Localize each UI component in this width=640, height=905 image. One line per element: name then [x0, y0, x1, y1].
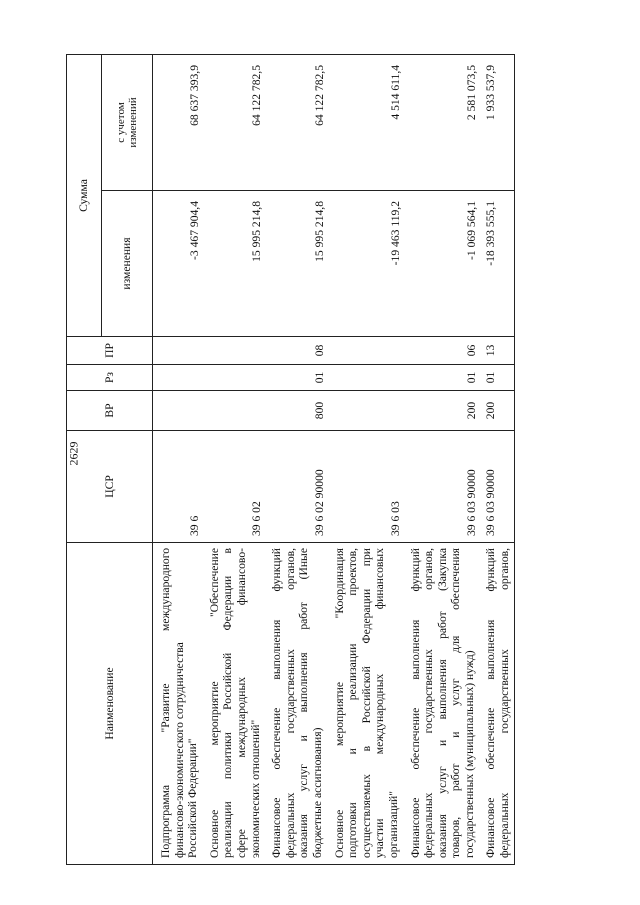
- row-total: 64 122 782,5: [202, 54, 264, 190]
- row-name-line: оказания услуг и выполнения работ (Закупка: [435, 548, 449, 858]
- row-vr: 200: [478, 391, 514, 431]
- row-vr: [202, 391, 264, 431]
- row-name-line: федеральных государственных органов,: [283, 548, 297, 858]
- rotated-table-container: [66, 55, 550, 865]
- row-name-line: бюджетные ассигнования): [310, 727, 324, 858]
- header-rz: Рз: [67, 365, 153, 391]
- row-name-line: Подпрограмма "Развитие международного: [159, 548, 172, 858]
- row-name: [403, 543, 479, 865]
- row-name-line: реализации политики Российской Федерации в: [221, 548, 235, 858]
- row-name-line: участии международных финансовых: [373, 548, 387, 858]
- row-pr: [153, 337, 202, 365]
- header-with-changes: [102, 54, 153, 190]
- header-changes: изменения: [102, 191, 153, 337]
- row-csr: 39 6 02 90000: [264, 431, 326, 543]
- header-sum: Сумма: [67, 54, 102, 336]
- header-vr: ВР: [67, 391, 153, 431]
- row-change: -19 463 119,2: [327, 191, 403, 337]
- row-change: 15 995 214,8: [202, 191, 264, 337]
- row-name-line: сфере международных финансово-: [234, 548, 248, 858]
- row-name-line: федеральных государственных органов,: [498, 548, 512, 858]
- row-name-line: Финансовое обеспечение выполнения функций: [270, 548, 284, 858]
- row-rz: [202, 365, 264, 391]
- row-csr: 39 6 03 90000: [403, 431, 479, 543]
- row-change: -1 069 564,1: [403, 191, 479, 337]
- row-name-line: федеральных государственных органов,: [422, 548, 436, 858]
- header-name: Наименование: [67, 543, 153, 865]
- table-row: [202, 54, 264, 864]
- row-vr: 200: [403, 391, 479, 431]
- row-csr: 39 6 03: [327, 431, 403, 543]
- row-rz: [153, 365, 202, 391]
- row-total: 64 122 782,5: [264, 54, 326, 190]
- row-name-line: экономических отношений": [248, 719, 262, 858]
- page-number-text: 2629: [66, 441, 81, 465]
- row-name-line: финансово-экономического сотрудничества: [172, 642, 186, 858]
- row-change: -18 393 555,1: [478, 191, 514, 337]
- table-row: [264, 54, 326, 864]
- row-name-line: подготовки и реализации проектов,: [346, 548, 360, 858]
- row-vr: 800: [264, 391, 326, 431]
- row-pr: 08: [264, 337, 326, 365]
- row-name-line: государственных (муниципальных) нужд): [462, 650, 476, 858]
- header-with-changes-line1: с учетом: [115, 102, 127, 143]
- table-row: [403, 54, 479, 864]
- table-row: [478, 54, 514, 864]
- row-name-line: Финансовое обеспечение выполнения функций: [408, 548, 422, 858]
- row-total: 4 514 611,4: [327, 54, 403, 190]
- row-rz: [327, 365, 403, 391]
- row-name: [264, 543, 326, 865]
- row-csr: 39 6: [153, 431, 202, 543]
- row-vr: [153, 391, 202, 431]
- header-with-changes-line2: изменений: [127, 97, 139, 148]
- header-csr: ЦСР: [67, 431, 153, 543]
- row-name: [202, 543, 264, 865]
- budget-table: [66, 54, 515, 865]
- row-pr: [202, 337, 264, 365]
- table-row: [153, 54, 202, 864]
- row-rz: 01: [478, 365, 514, 391]
- row-total: 1 933 537,9: [478, 54, 514, 190]
- row-csr: 39 6 03 90000: [478, 431, 514, 543]
- header-pr: ПР: [67, 337, 153, 365]
- row-name: [327, 543, 403, 865]
- row-pr: 13: [478, 337, 514, 365]
- row-rz: 01: [264, 365, 326, 391]
- row-name: [153, 543, 202, 865]
- row-name-line: товаров, работ и услуг для обеспечения: [449, 548, 463, 858]
- row-name-line: осуществляемых в Российской Федерации при: [359, 548, 373, 858]
- row-name-line: организаций": [386, 791, 400, 858]
- row-rz: 01: [403, 365, 479, 391]
- row-pr: 06: [403, 337, 479, 365]
- row-name-line: Финансовое обеспечение выполнения функций: [484, 548, 498, 858]
- row-change: 15 995 214,8: [264, 191, 326, 337]
- table-row: [327, 54, 403, 864]
- row-total: 2 581 073,5: [403, 54, 479, 190]
- row-total: 68 637 393,9: [153, 54, 202, 190]
- row-pr: [327, 337, 403, 365]
- row-name-line: Основное мероприятие "Координация: [332, 548, 346, 858]
- row-change: -3 467 904,4: [153, 191, 202, 337]
- row-name: [478, 543, 514, 865]
- row-name-line: Российской Федерации": [186, 738, 200, 858]
- row-vr: [327, 391, 403, 431]
- row-name-line: Основное мероприятие "Обеспечение: [207, 548, 221, 858]
- row-name-line: оказания услуг и выполнения работ (Иные: [297, 548, 311, 858]
- row-csr: 39 6 02: [202, 431, 264, 543]
